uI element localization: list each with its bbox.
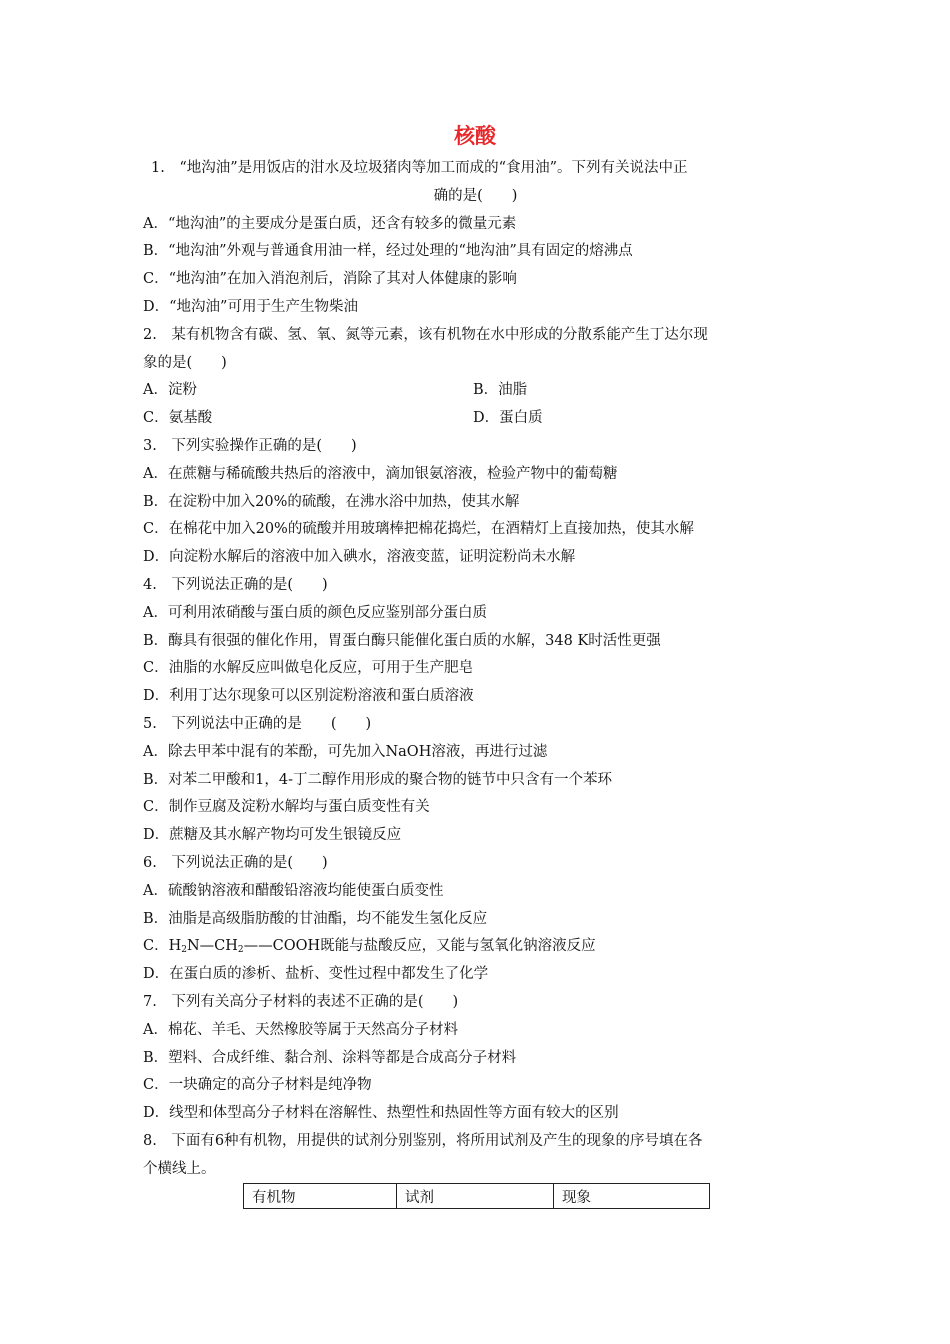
- question-7-option-a: A．棉花、羊毛、天然橡胶等属于天然高分子材料: [143, 1021, 458, 1038]
- question-6-option-c: [143, 933, 808, 961]
- question-2-option-d: D．蛋白质: [473, 410, 543, 427]
- question-5-option-a: A．除去甲苯中混有的苯酚，可先加入NaOH溶液，再进行过滤: [143, 743, 548, 760]
- question-6-option-a: A．硫酸钠溶液和醋酸铅溶液均能使蛋白质变性: [143, 882, 444, 899]
- question-1-stem-cont: 确的是( ): [433, 187, 518, 204]
- question-1-option-d: D．“地沟油”可用于生产生物柴油: [143, 298, 358, 315]
- question-1-option-c: C．“地沟油”在加入消泡剂后，消除了其对人体健康的影响: [143, 271, 517, 288]
- formula-suffix: ——COOH既能与盐酸反应，又能与氢氧化钠溶液反应: [243, 938, 596, 955]
- formula-middle: N—CH: [186, 938, 238, 955]
- question-3-option-b: B．在淀粉中加入20%的硫酸，在沸水浴中加热，使其水解: [143, 493, 520, 510]
- question-2-stem-cont: 象的是( ): [143, 354, 227, 371]
- page-title: 核酸: [454, 124, 496, 148]
- formula-prefix: C．H: [143, 938, 182, 955]
- question-4-stem: 4. 下列说法正确的是( ): [143, 576, 328, 593]
- question-2-options-row-2: [143, 405, 808, 433]
- question-5-option-c: C．制作豆腐及淀粉水解均与蛋白质变性有关: [143, 799, 430, 816]
- question-4-option-d: D．利用丁达尔现象可以区别淀粉溶液和蛋白质溶液: [143, 688, 474, 705]
- table-header-reagent: 试剂: [397, 1184, 554, 1209]
- question-5-option-b: B．对苯二甲酸和1，4-丁二醇作用形成的聚合物的链节中只含有一个苯环: [143, 771, 613, 788]
- question-2-options-row-1: [143, 377, 808, 405]
- question-7-stem: 7. 下列有关高分子材料的表述不正确的是( ): [143, 993, 459, 1010]
- formula-subscript: 2: [181, 945, 187, 956]
- question-7-option-c: C．一块确定的高分子材料是纯净物: [143, 1077, 372, 1094]
- question-4-option-c: C．油脂的水解反应叫做皂化反应，可用于生产肥皂: [143, 660, 474, 677]
- table-header-row: [244, 1184, 710, 1209]
- question-6-option-d: D．在蛋白质的渗析、盐析、变性过程中都发生了化学: [143, 966, 489, 983]
- question-2-stem: 2. 某有机物含有碳、氢、氧、氮等元素，该有机物在水中形成的分散系能产生丁达尔现: [143, 326, 708, 343]
- question-8-stem-cont: 个横线上。: [143, 1160, 216, 1177]
- answer-table: [243, 1183, 710, 1209]
- question-1-option-a: A．“地沟油”的主要成分是蛋白质，还含有较多的微量元素: [143, 215, 517, 232]
- question-7-option-b: B．塑料、合成纤维、黏合剂、涂料等都是合成高分子材料: [143, 1049, 517, 1066]
- question-1-stem: 1. “地沟油”是用饭店的泔水及垃圾猪肉等加工而成的“食用油”。下列有关说法中正: [151, 160, 688, 176]
- question-list: [143, 155, 808, 1183]
- question-3-option-d: D．向淀粉水解后的溶液中加入碘水，溶液变蓝，证明淀粉尚未水解: [143, 549, 576, 566]
- question-8-stem: 8. 下面有6种有机物，用提供的试剂分别鉴别，将所用试剂及产生的现象的序号填在各: [143, 1132, 703, 1149]
- question-6-option-b: B．油脂是高级脂肪酸的甘油酯，均不能发生氢化反应: [143, 910, 488, 927]
- question-5-stem: 5. 下列说法中正确的是 ( ): [143, 715, 372, 732]
- question-4-option-a: A．可利用浓硝酸与蛋白质的颜色反应鉴别部分蛋白质: [143, 604, 487, 621]
- question-2-option-b: B．油脂: [473, 382, 528, 399]
- question-3-option-c: C．在棉花中加入20%的硫酸并用玻璃棒把棉花捣烂，在酒精灯上直接加热，使其水解: [143, 521, 694, 538]
- table-header-organic: 有机物: [244, 1184, 397, 1209]
- question-6-stem: 6. 下列说法正确的是( ): [143, 854, 328, 871]
- question-2-option-a: A．淀粉: [143, 382, 197, 399]
- question-3-option-a: A．在蔗糖与稀硫酸共热后的溶液中，滴加银氨溶液，检验产物中的葡萄糖: [143, 465, 618, 482]
- question-2-option-c: C．氨基酸: [143, 410, 213, 427]
- formula-subscript: 2: [237, 945, 244, 956]
- question-5-option-d: D．蔗糖及其水解产物均可发生银镜反应: [143, 827, 402, 844]
- question-1-option-b: B．“地沟油”外观与普通食用油一样，经过处理的“地沟油”具有固定的熔沸点: [143, 243, 633, 260]
- question-3-stem: 3. 下列实验操作正确的是( ): [143, 437, 357, 454]
- question-4-option-b: B．酶具有很强的催化作用，胃蛋白酶只能催化蛋白质的水解，348 K时活性更强: [143, 632, 661, 649]
- table-header-phenomenon: 现象: [554, 1184, 710, 1209]
- question-7-option-d: D．线型和体型高分子材料在溶解性、热塑性和热固性等方面有较大的区别: [143, 1105, 619, 1122]
